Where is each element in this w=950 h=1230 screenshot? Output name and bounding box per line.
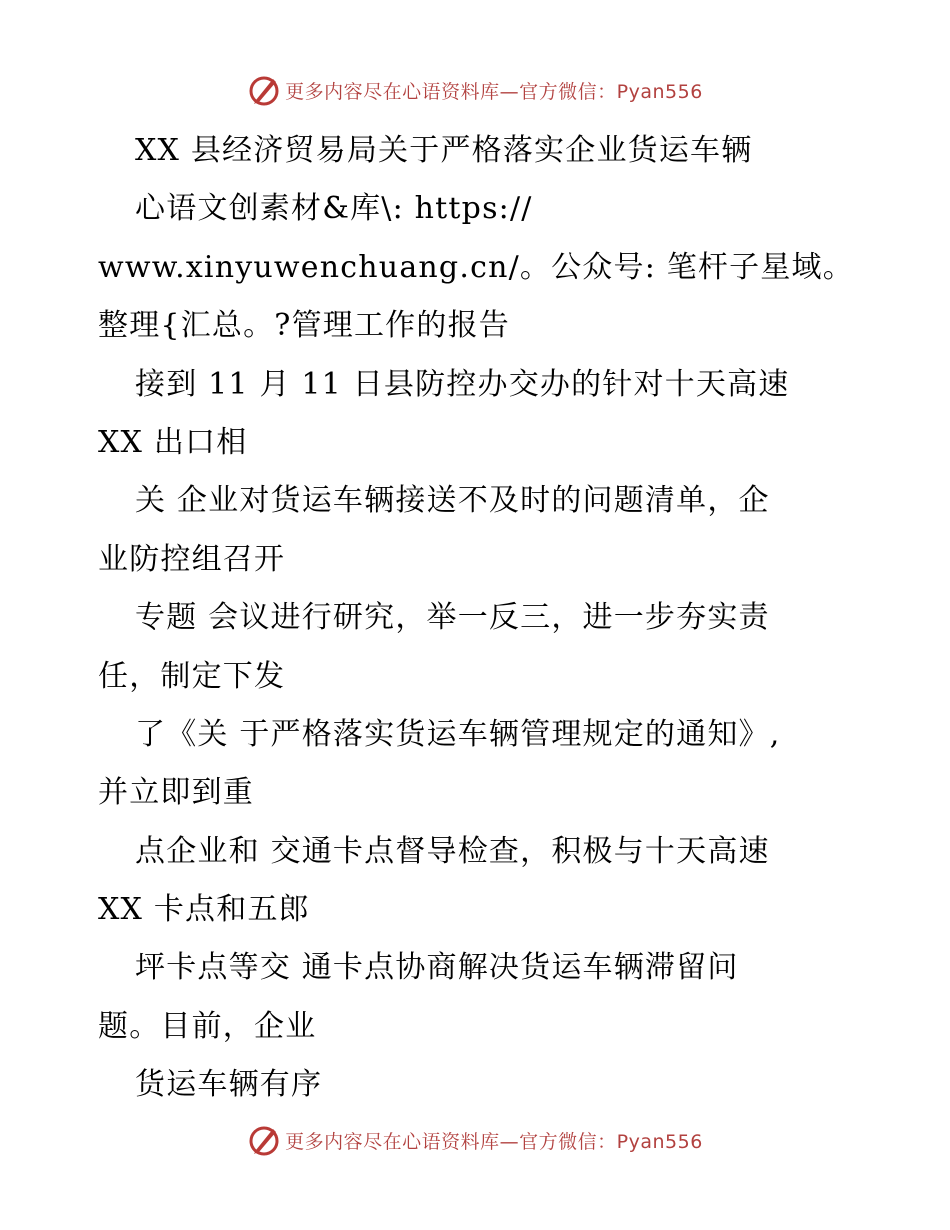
text-line: XX 出口相 [98, 424, 248, 460]
text-line: 业防控组召开 [98, 541, 286, 577]
text-line: 并立即到重 [98, 775, 254, 811]
text-line: 题。目前，企业 [98, 1008, 317, 1044]
text-line: 整理{汇总。?管理工作的报告 [98, 308, 510, 344]
banner-text: 更多内容尽在心语资料库—官方微信：Pyan556 [285, 80, 703, 103]
banner-text: 更多内容尽在心语资料库—官方微信：Pyan556 [285, 1130, 703, 1153]
text-line: 任，制定下发 [98, 658, 286, 694]
pen-logo-icon [247, 1123, 281, 1157]
text-line: 坪卡点等交 通卡点协商解决货运车辆滞留问 [135, 950, 739, 986]
text-line: 货运车辆有序 [135, 1067, 323, 1103]
text-line: 专题 会议进行研究，举一反三，进一步夯实责 [135, 600, 770, 636]
text-line: 了《关 于严格落实货运车辆管理规定的通知》, [135, 716, 781, 752]
footer-banner [0, 1120, 950, 1160]
text-line: www.xinyuwenchuang.cn/。公众号: 笔杆子星域。 [98, 249, 854, 285]
text-line: 点企业和 交通卡点督导检查，积极与十天高速 [135, 833, 770, 869]
text-line: XX 县经济贸易局关于严格落实企业货运车辆 [135, 133, 753, 168]
text-line: 关 企业对货运车辆接送不及时的问题清单，企 [135, 483, 770, 519]
document-body [98, 122, 868, 1115]
pen-logo-icon [247, 73, 281, 107]
header-banner [0, 70, 950, 110]
text-line: 接到 11 月 11 日县防控办交办的针对十天高速 [135, 366, 790, 402]
text-line: XX 卡点和五郎 [98, 892, 310, 928]
text-line: 心语文创素材&库\: https:// [135, 191, 533, 227]
